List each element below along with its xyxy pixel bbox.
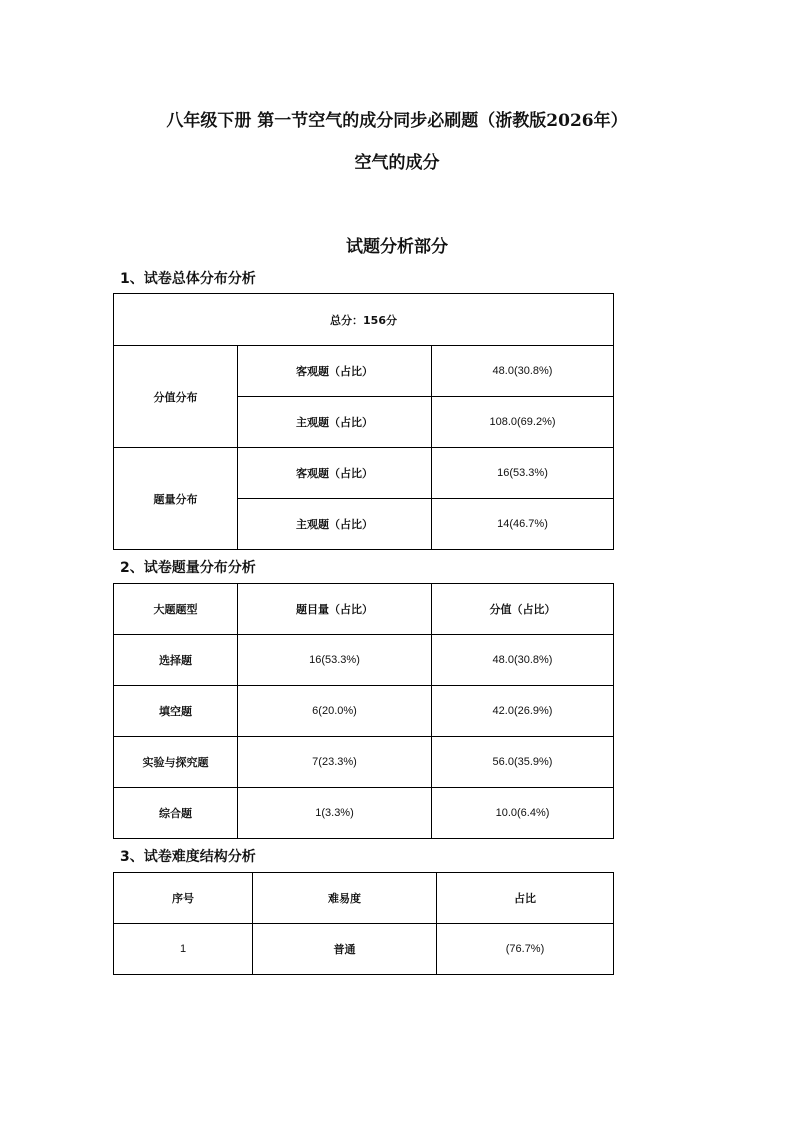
column-header: 大题题型 (114, 584, 238, 635)
table-row (114, 924, 614, 975)
table-cell: 客观题（占比） (238, 346, 432, 397)
table-cell: 14(46.7%) (432, 499, 614, 550)
table-cell: 10.0(6.4%) (432, 788, 614, 839)
table-cell: 7(23.3%) (238, 737, 432, 788)
table-row (114, 635, 614, 686)
table-cell: 选择题 (114, 635, 238, 686)
table-row (114, 737, 614, 788)
table-header-row (114, 873, 614, 924)
table-cell: 普通 (253, 924, 437, 975)
table-cell: 56.0(35.9%) (432, 737, 614, 788)
column-header: 序号 (114, 873, 253, 924)
table-cell: 主观题（占比） (238, 499, 432, 550)
table-cell: 1(3.3%) (238, 788, 432, 839)
question-distribution-table (113, 583, 614, 839)
column-header: 题目量（占比） (238, 584, 432, 635)
table-cell: 综合题 (114, 788, 238, 839)
table-cell: 6(20.0%) (238, 686, 432, 737)
table-row (114, 788, 614, 839)
table-cell: 1 (114, 924, 253, 975)
table-cell: 客观题（占比） (238, 448, 432, 499)
table-cell: 填空题 (114, 686, 238, 737)
table-cell: (76.7%) (437, 924, 614, 975)
table-cell: 48.0(30.8%) (432, 346, 614, 397)
table-cell: 主观题（占比） (238, 397, 432, 448)
section-title: 试题分析部分 (346, 237, 448, 257)
table-row (114, 346, 614, 397)
table-cell: 16(53.3%) (238, 635, 432, 686)
table-row (114, 294, 614, 346)
table-cell: 48.0(30.8%) (432, 635, 614, 686)
total-score-cell: 总分：156分 (114, 294, 614, 346)
table-cell: 108.0(69.2%) (432, 397, 614, 448)
score-distribution-label: 分值分布 (114, 346, 238, 448)
column-header: 难易度 (253, 873, 437, 924)
overall-distribution-table (113, 293, 614, 550)
table-cell: 16(53.3%) (432, 448, 614, 499)
question-distribution-heading: 2、试卷题量分布分析 (120, 560, 256, 576)
difficulty-structure-table (113, 872, 614, 975)
table-cell: 42.0(26.9%) (432, 686, 614, 737)
table-cell: 实验与探究题 (114, 737, 238, 788)
document-title: 八年级下册 第一节空气的成分同步必刷题（浙教版2026年） (166, 111, 628, 131)
table-row (114, 686, 614, 737)
column-header: 分值（占比） (432, 584, 614, 635)
count-distribution-label: 题量分布 (114, 448, 238, 550)
table-header-row (114, 584, 614, 635)
table-row (114, 448, 614, 499)
document-subtitle: 空气的成分 (354, 153, 440, 173)
difficulty-structure-heading: 3、试卷难度结构分析 (120, 849, 256, 865)
overall-distribution-heading: 1、试卷总体分布分析 (120, 271, 256, 287)
column-header: 占比 (437, 873, 614, 924)
